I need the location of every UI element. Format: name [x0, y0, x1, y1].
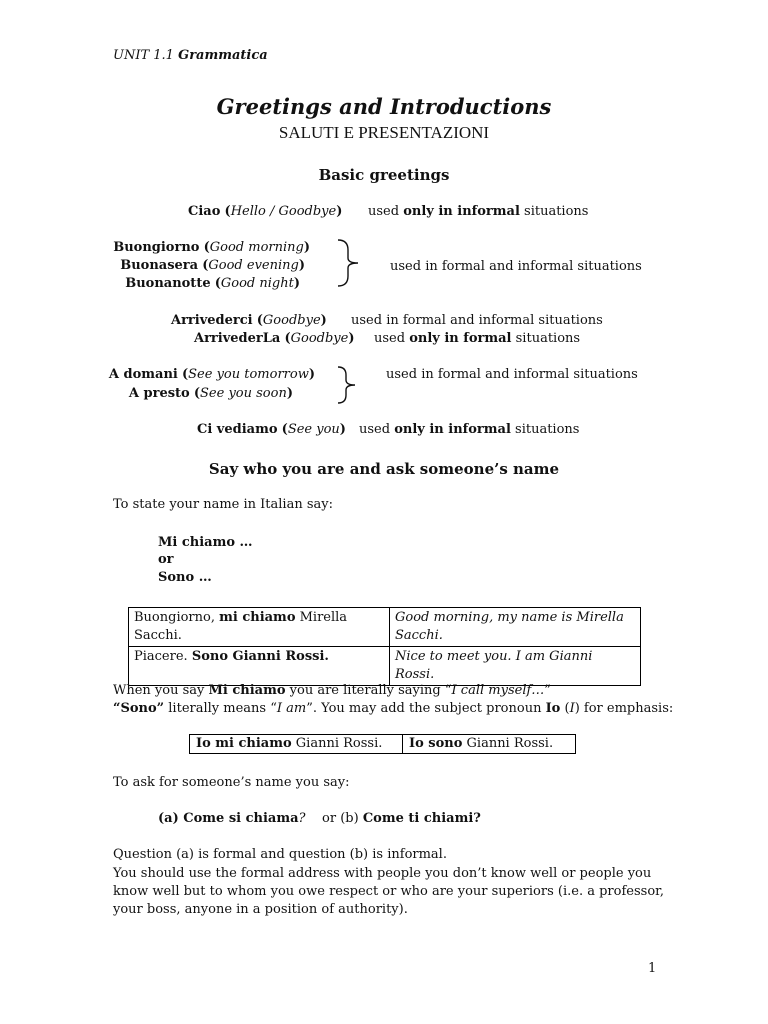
literal-sono-line: “Sono” literally means “I am”. You may add the subject pronoun Io (I) for emphasis:	[113, 701, 674, 716]
table-row	[129, 608, 641, 647]
ask-questions: (a) Come si chiama? or (b) Come ti chiami?	[158, 811, 481, 826]
page-title: Greetings and Introductions	[216, 94, 552, 119]
table-cell-italian: Piacere. Sono Gianni Rossi.	[129, 647, 390, 686]
question-explanation: Question (a) is formal and question (b) is informal.	[113, 847, 447, 862]
table-row	[129, 647, 641, 686]
greeting-a-domani: A domani (See you tomorrow)	[108, 367, 315, 382]
page-number: 1	[648, 961, 657, 976]
say-who-heading: Say who you are and ask someone’s name	[208, 460, 560, 478]
greeting-arrivederla: ArrivederLa (Goodbye)	[194, 331, 355, 346]
emphasis-table	[189, 734, 576, 754]
basic-greetings-heading: Basic greetings	[318, 166, 450, 184]
phrase-or: or	[158, 552, 174, 567]
phrase-sono: Sono …	[158, 570, 212, 585]
greeting-ciao: Ciao (Hello / Goodbye)	[188, 204, 343, 219]
usage-arrivederla: used only in formal situations	[374, 331, 581, 346]
greeting-arrivederci: Arrivederci (Goodbye)	[171, 313, 327, 328]
table-cell-english: Nice to meet you. I am Gianni Rossi.	[390, 647, 641, 686]
ask-name-intro: To ask for someone’s name you say:	[113, 775, 350, 790]
literal-mi-chiamo-line: When you say Mi chiamo you are literally saying “I call myself…”	[113, 683, 551, 698]
table-cell: Io sono Gianni Rossi.	[403, 735, 576, 754]
table-cell: Io mi chiamo Gianni Rossi.	[190, 735, 403, 754]
usage-buongiorno-group: used in formal and informal situations	[390, 259, 642, 274]
greeting-ci-vediamo: Ci vediamo (See you)	[197, 422, 346, 437]
usage-arrivederci: used in formal and informal situations	[351, 313, 603, 328]
greeting-buonasera: Buonasera (Good evening)	[120, 258, 305, 273]
greeting-buonanotte: Buonanotte (Good night)	[125, 276, 300, 291]
phrase-mi-chiamo: Mi chiamo …	[158, 535, 253, 550]
table-cell-english: Good morning, my name is Mirella Sacchi.	[390, 608, 641, 647]
state-name-intro: To state your name in Italian say:	[113, 497, 333, 512]
table-row	[190, 735, 576, 754]
table-cell-italian: Buongiorno, mi chiamo Mirella Sacchi.	[129, 608, 390, 647]
right-brace-icon	[336, 238, 364, 288]
right-brace-icon	[336, 365, 362, 405]
page-subtitle: SALUTI E PRESENTAZIONI	[278, 123, 490, 142]
usage-ci-vediamo: used only in informal situations	[359, 422, 580, 437]
formal-address-paragraph: You should use the formal address with people you don’t know well or people you know well but to whom you owe respect or who are your superiors (i.e. a professor, your boss, anyone in a position of authority).	[113, 866, 665, 917]
usage-a-domani-group: used in formal and informal situations	[386, 367, 638, 382]
example-table	[128, 607, 641, 686]
greeting-a-presto: A presto (See you soon)	[128, 386, 293, 401]
usage-ciao: used only in informal situations	[368, 204, 589, 219]
unit-header: UNIT 1.1 Grammatica	[113, 48, 268, 63]
greeting-buongiorno: Buongiorno (Good morning)	[113, 240, 310, 255]
